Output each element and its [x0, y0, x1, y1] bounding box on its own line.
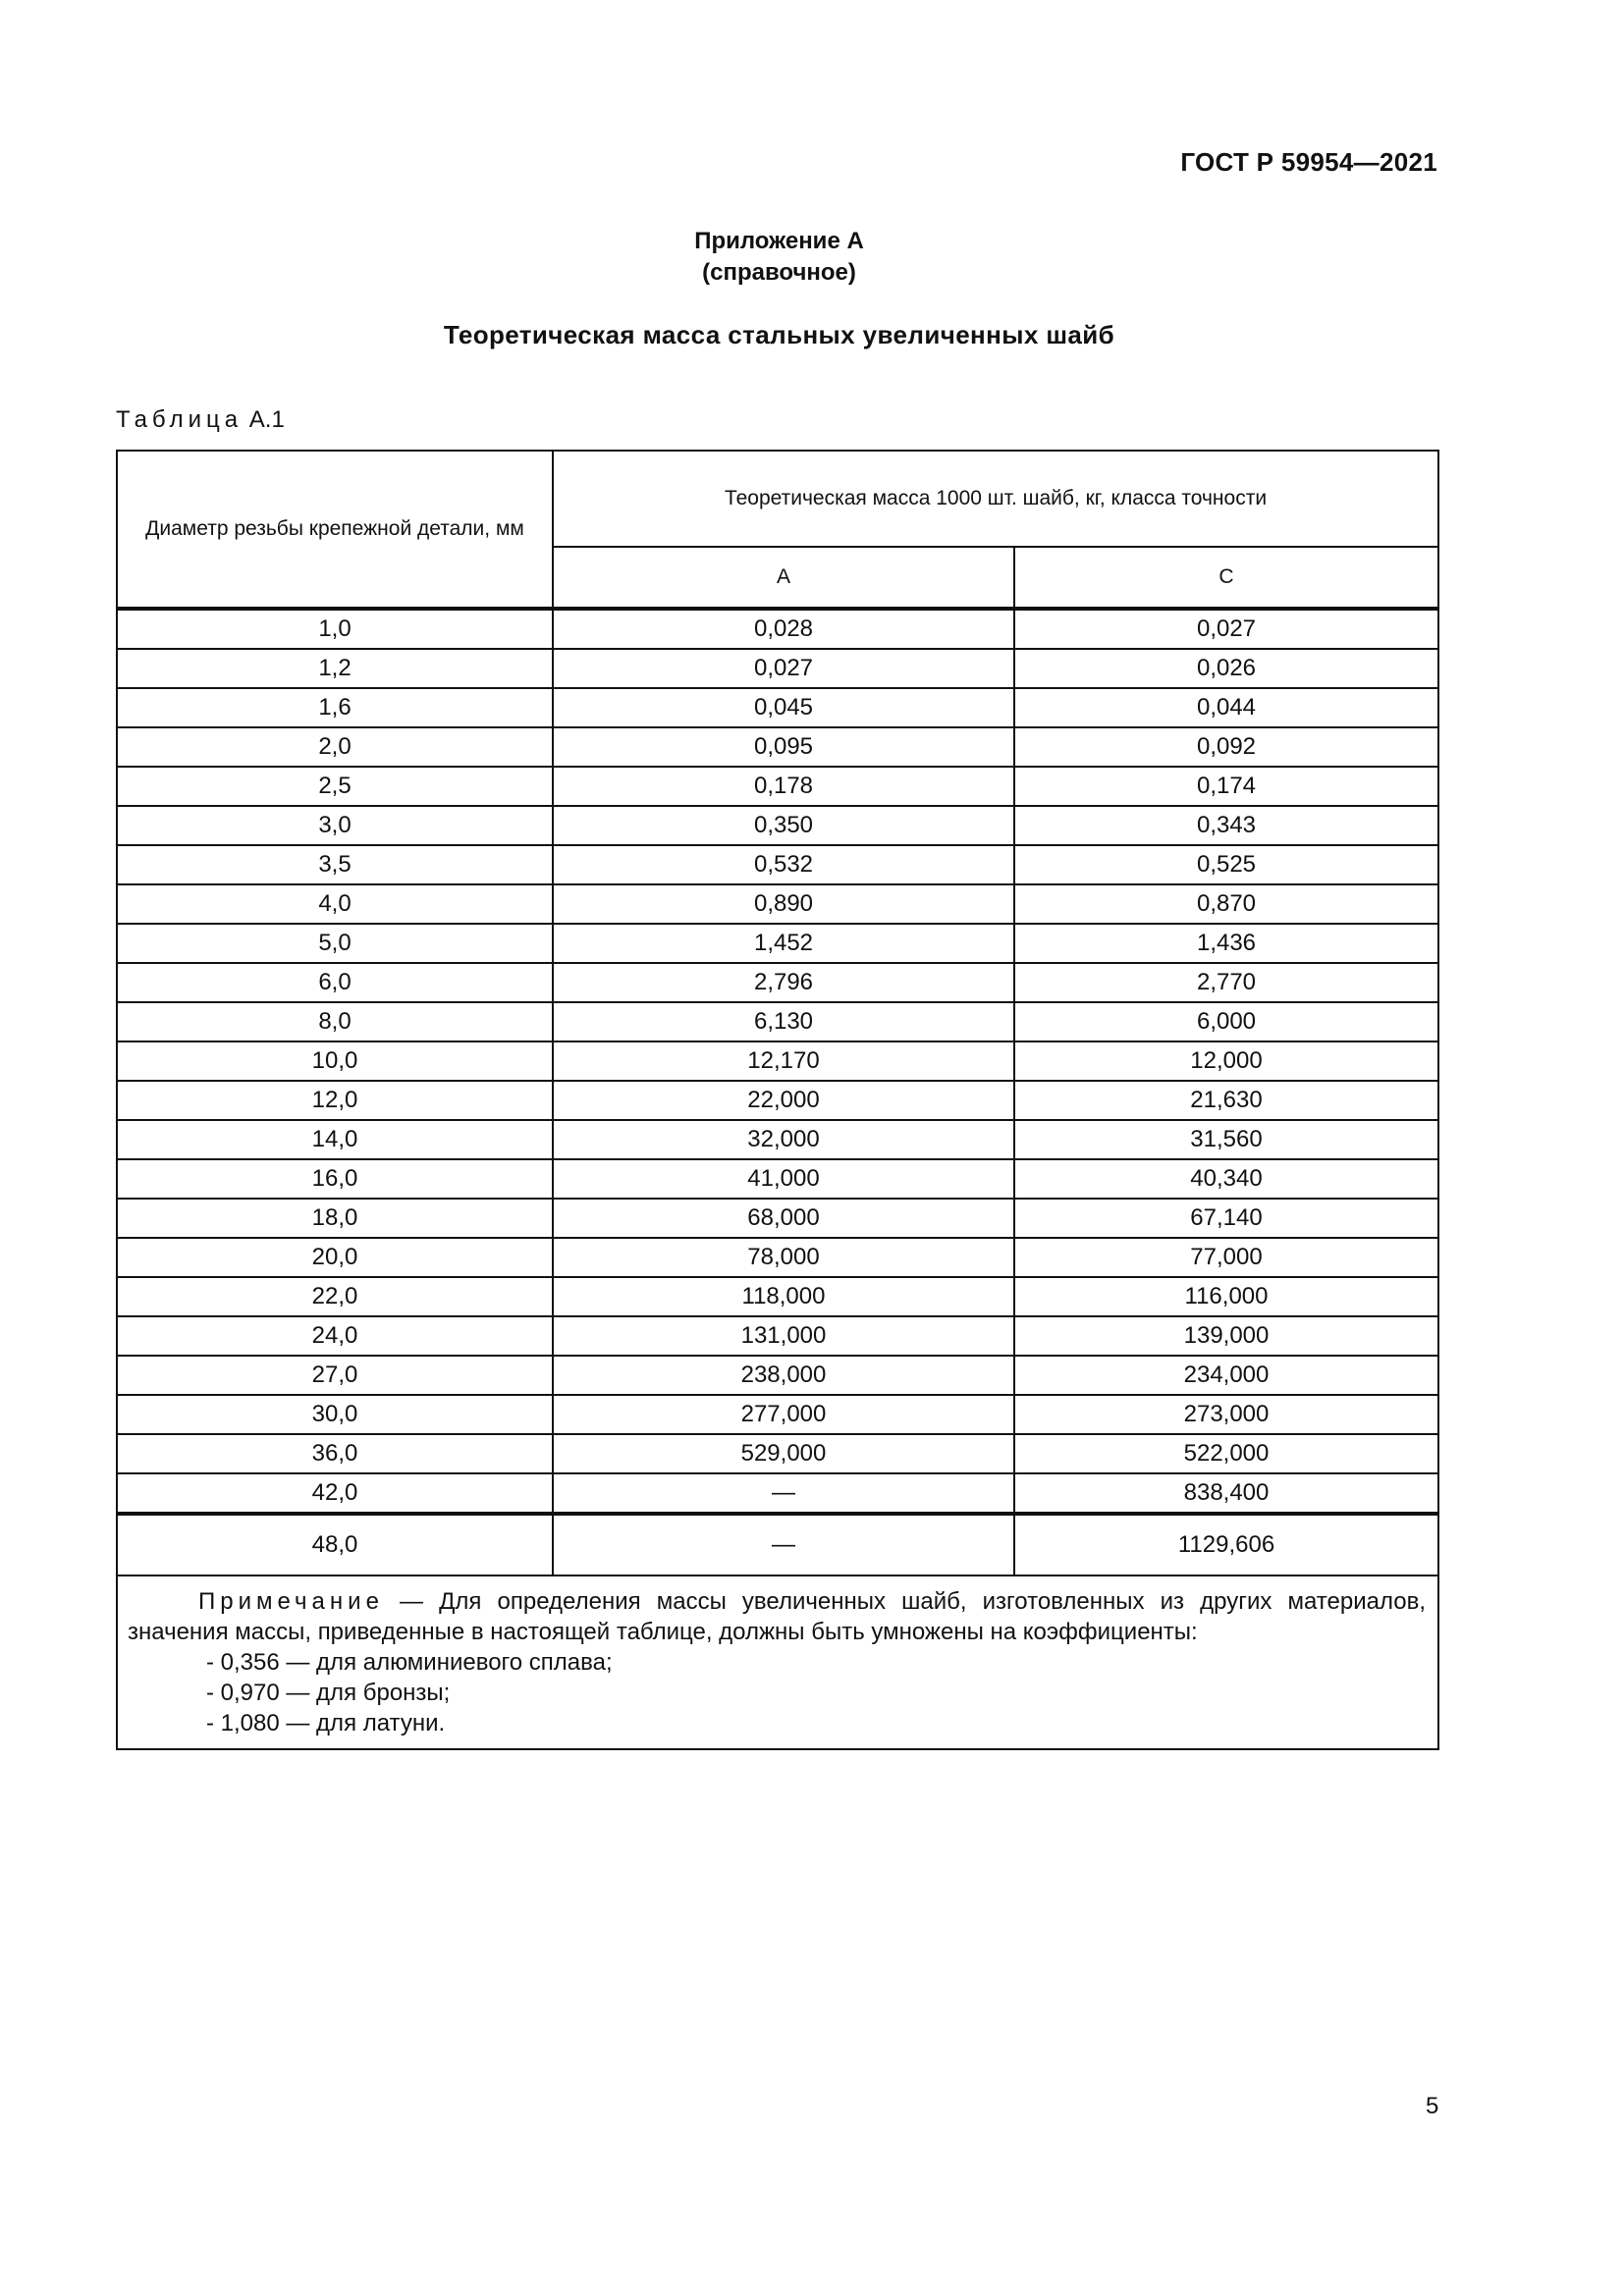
cell-diameter: 22,0	[117, 1277, 553, 1316]
table-row	[117, 845, 1438, 884]
cell-mass-a: 68,000	[553, 1199, 1014, 1238]
cell-diameter: 1,6	[117, 688, 553, 727]
cell-diameter: 42,0	[117, 1473, 553, 1514]
note-list-item: - 0,970 — для бронзы;	[206, 1680, 451, 1706]
cell-mass-a: 0,532	[553, 845, 1014, 884]
cell-mass-c: 0,174	[1014, 767, 1438, 806]
cell-mass-a: 0,350	[553, 806, 1014, 845]
header-class-a: А	[553, 547, 1014, 609]
cell-mass-c: 21,630	[1014, 1081, 1438, 1120]
cell-diameter: 1,2	[117, 649, 553, 688]
annex-status: (справочное)	[702, 259, 856, 286]
cell-diameter: 24,0	[117, 1316, 553, 1356]
cell-mass-c: 2,770	[1014, 963, 1438, 1002]
cell-diameter: 2,5	[117, 767, 553, 806]
table-row	[117, 1395, 1438, 1434]
cell-mass-c: 139,000	[1014, 1316, 1438, 1356]
cell-mass-c: 273,000	[1014, 1395, 1438, 1434]
cell-mass-a: 0,095	[553, 727, 1014, 767]
mass-table-body	[117, 451, 1438, 1749]
cell-mass-a: 78,000	[553, 1238, 1014, 1277]
cell-diameter: 14,0	[117, 1120, 553, 1159]
cell-mass-a: 131,000	[553, 1316, 1014, 1356]
cell-mass-a: 238,000	[553, 1356, 1014, 1395]
cell-mass-c: 234,000	[1014, 1356, 1438, 1395]
cell-diameter: 1,0	[117, 609, 553, 649]
cell-diameter: 8,0	[117, 1002, 553, 1041]
cell-mass-c: 0,092	[1014, 727, 1438, 767]
cell-diameter: 30,0	[117, 1395, 553, 1434]
cell-mass-a: 22,000	[553, 1081, 1014, 1120]
cell-mass-c: 40,340	[1014, 1159, 1438, 1199]
header-class-c: С	[1014, 547, 1438, 609]
document-code: ГОСТ Р 59954—2021	[1180, 147, 1437, 177]
cell-mass-a: 32,000	[553, 1120, 1014, 1159]
header-diameter: Диаметр резьбы крепежной детали, мм	[117, 451, 553, 609]
note-text: — Для определения массы увеличенных шайб, изготовленных из других материалов, значения массы, приведенные в настоящей таблице, должны быть умножены на коэффициенты:	[128, 1588, 1427, 1645]
mass-table	[116, 450, 1439, 1750]
cell-mass-a: 0,890	[553, 884, 1014, 924]
cell-mass-c: 1129,606	[1014, 1514, 1438, 1575]
annex-title: Приложение А	[694, 228, 864, 254]
table-row	[117, 609, 1438, 649]
table-row	[117, 884, 1438, 924]
cell-mass-a: 0,178	[553, 767, 1014, 806]
cell-mass-a: 0,028	[553, 609, 1014, 649]
table-note	[117, 1575, 1438, 1749]
cell-diameter: 6,0	[117, 963, 553, 1002]
cell-mass-c: 77,000	[1014, 1238, 1438, 1277]
cell-diameter: 3,0	[117, 806, 553, 845]
header-mass: Теоретическая масса 1000 шт. шайб, кг, класса точности	[553, 451, 1438, 547]
cell-diameter: 36,0	[117, 1434, 553, 1473]
cell-mass-c: 1,436	[1014, 924, 1438, 963]
table-label-word: Таблица	[116, 406, 244, 433]
table-row	[117, 767, 1438, 806]
table-row	[117, 1277, 1438, 1316]
table-row	[117, 1159, 1438, 1199]
table-row	[117, 924, 1438, 963]
cell-mass-a: 6,130	[553, 1002, 1014, 1041]
note-list-item: - 0,356 — для алюминиевого сплава;	[206, 1649, 613, 1676]
cell-mass-a: 118,000	[553, 1277, 1014, 1316]
table-row	[117, 1081, 1438, 1120]
table-row	[117, 688, 1438, 727]
table-row	[117, 1316, 1438, 1356]
table-row	[117, 1514, 1438, 1575]
table-label-number: А.1	[248, 406, 285, 433]
table-row	[117, 963, 1438, 1002]
cell-mass-a: 41,000	[553, 1159, 1014, 1199]
table-row	[117, 1041, 1438, 1081]
cell-diameter: 4,0	[117, 884, 553, 924]
cell-mass-c: 12,000	[1014, 1041, 1438, 1081]
table-label	[116, 406, 285, 434]
cell-diameter: 18,0	[117, 1199, 553, 1238]
table-row	[117, 1434, 1438, 1473]
table-row	[117, 1238, 1438, 1277]
cell-mass-a: —	[553, 1473, 1014, 1514]
note-list-item: - 1,080 — для латуни.	[206, 1710, 446, 1736]
table-row	[117, 1120, 1438, 1159]
cell-diameter: 12,0	[117, 1081, 553, 1120]
cell-mass-c: 116,000	[1014, 1277, 1438, 1316]
cell-mass-a: 0,045	[553, 688, 1014, 727]
cell-mass-c: 0,343	[1014, 806, 1438, 845]
note-heading: Примечание	[198, 1588, 384, 1615]
table-row	[117, 1002, 1438, 1041]
cell-mass-a: 1,452	[553, 924, 1014, 963]
table-row	[117, 1473, 1438, 1514]
cell-mass-c: 0,044	[1014, 688, 1438, 727]
table-row	[117, 727, 1438, 767]
cell-mass-c: 0,026	[1014, 649, 1438, 688]
cell-mass-a: 529,000	[553, 1434, 1014, 1473]
table-row	[117, 806, 1438, 845]
cell-mass-c: 522,000	[1014, 1434, 1438, 1473]
cell-mass-c: 0,027	[1014, 609, 1438, 649]
note-paragraph	[128, 1586, 1426, 1647]
table-row	[117, 1199, 1438, 1238]
cell-mass-c: 6,000	[1014, 1002, 1438, 1041]
cell-diameter: 48,0	[117, 1514, 553, 1575]
cell-diameter: 2,0	[117, 727, 553, 767]
table-note-row	[117, 1575, 1438, 1749]
page-number: 5	[1426, 2093, 1439, 2119]
cell-diameter: 10,0	[117, 1041, 553, 1081]
table-row	[117, 649, 1438, 688]
cell-mass-a: —	[553, 1514, 1014, 1575]
cell-diameter: 3,5	[117, 845, 553, 884]
cell-mass-c: 838,400	[1014, 1473, 1438, 1514]
page-title: Теоретическая масса стальных увеличенных шайб	[443, 320, 1115, 349]
cell-mass-a: 12,170	[553, 1041, 1014, 1081]
cell-mass-a: 0,027	[553, 649, 1014, 688]
annex-heading	[0, 226, 1558, 289]
cell-mass-c: 67,140	[1014, 1199, 1438, 1238]
cell-mass-a: 277,000	[553, 1395, 1014, 1434]
cell-diameter: 27,0	[117, 1356, 553, 1395]
cell-mass-a: 2,796	[553, 963, 1014, 1002]
cell-mass-c: 31,560	[1014, 1120, 1438, 1159]
cell-diameter: 5,0	[117, 924, 553, 963]
table-header-row	[117, 451, 1438, 547]
cell-mass-c: 0,870	[1014, 884, 1438, 924]
table-row	[117, 1356, 1438, 1395]
cell-diameter: 16,0	[117, 1159, 553, 1199]
cell-mass-c: 0,525	[1014, 845, 1438, 884]
cell-diameter: 20,0	[117, 1238, 553, 1277]
